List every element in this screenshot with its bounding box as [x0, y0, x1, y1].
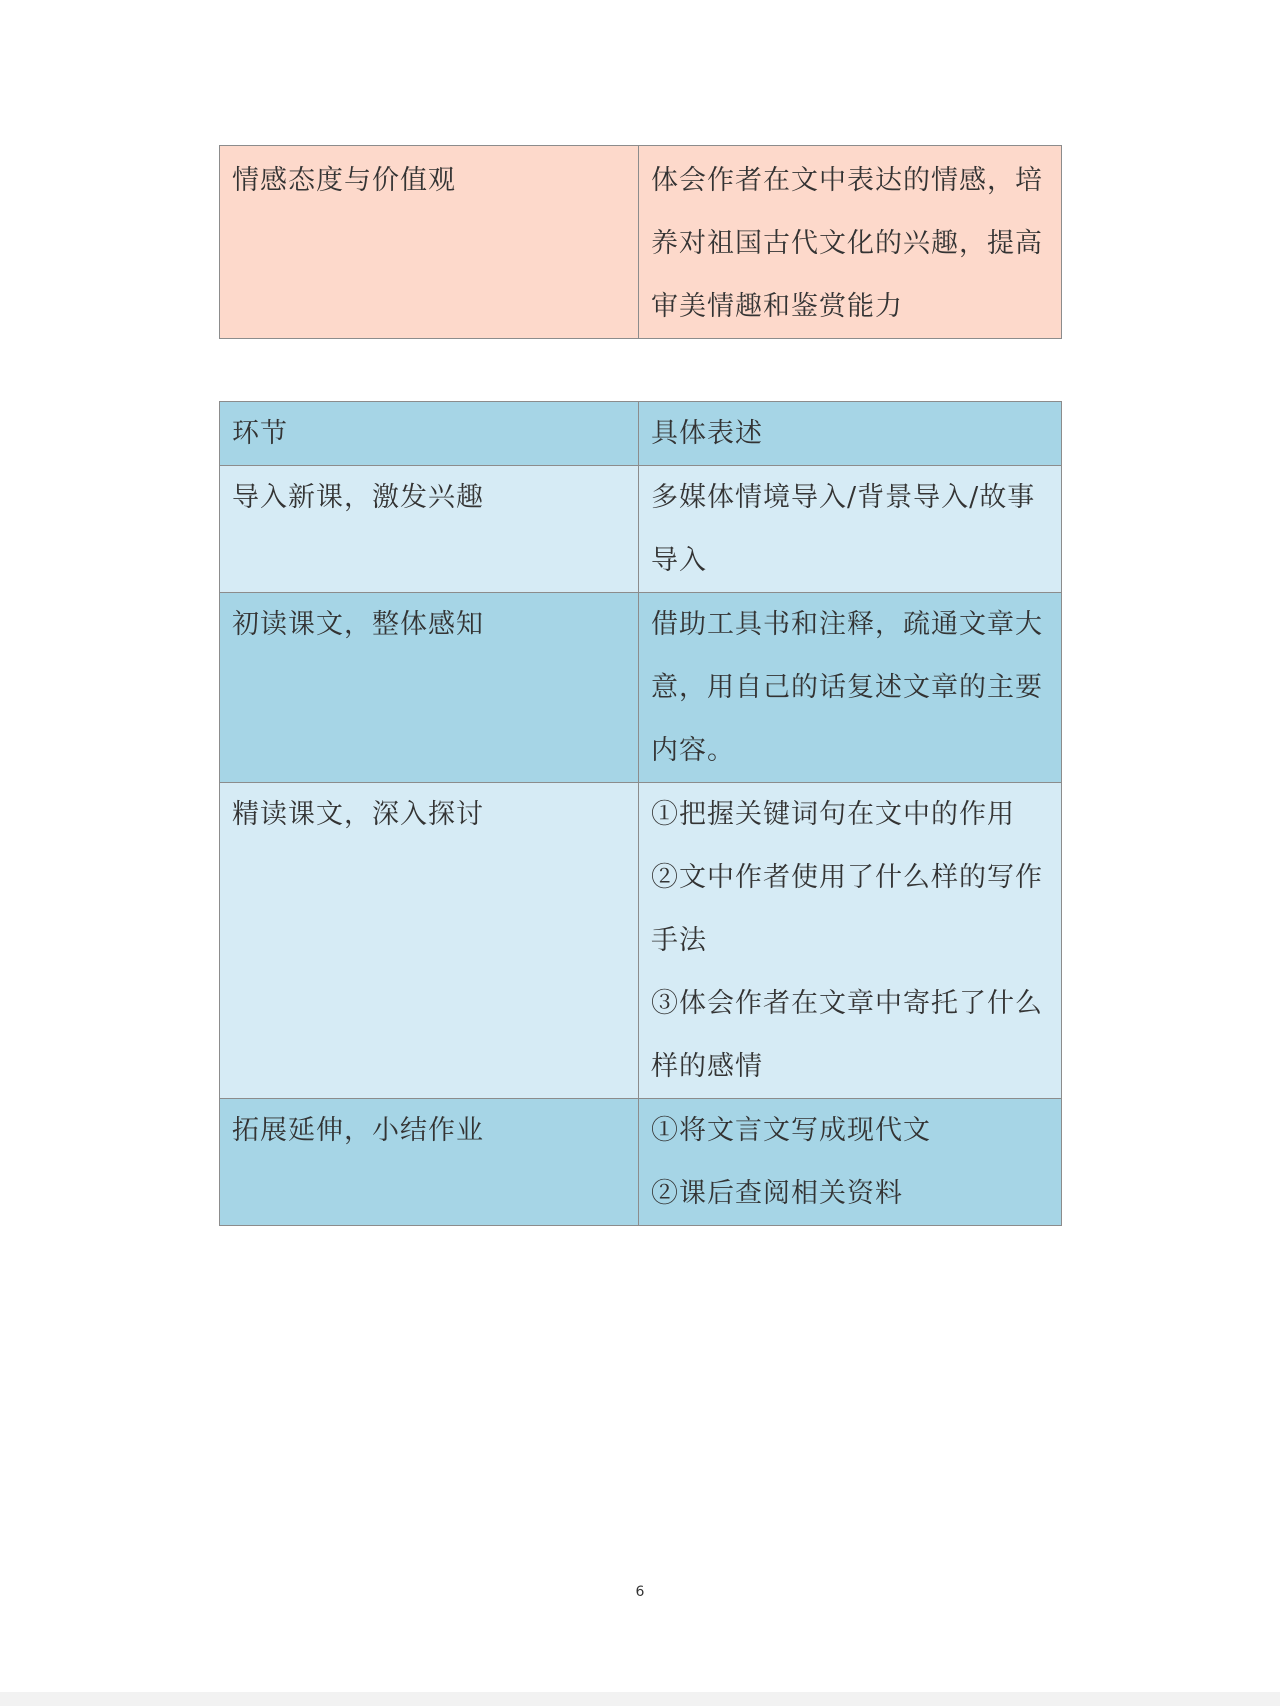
description-cell	[639, 783, 1062, 1099]
stage-cell: 初读课文，整体感知	[220, 593, 639, 783]
description-line: ①把握关键词句在文中的作用	[651, 799, 1015, 830]
table-row	[220, 466, 1062, 593]
goal-label-cell: 情感态度与价值观	[220, 146, 639, 339]
bottom-edge	[0, 1692, 1280, 1706]
goal-content-cell: 体会作者在文中表达的情感，培养对祖国古代文化的兴趣，提高审美情趣和鉴赏能力	[639, 146, 1062, 339]
stage-cell: 拓展延伸，小结作业	[220, 1099, 639, 1226]
description-cell	[639, 1099, 1062, 1226]
teaching-steps-table	[219, 401, 1062, 1226]
header-description-cell: 具体表述	[639, 402, 1062, 466]
description-line: 借助工具书和注释，疏通文章大意，用自己的话复述文章的主要内容。	[651, 609, 1043, 766]
page-number: 6	[635, 1584, 645, 1600]
description-line: ①将文言文写成现代文	[651, 1115, 931, 1146]
table-row	[220, 146, 1062, 339]
description-line: ③体会作者在文章中寄托了什么样的感情	[651, 988, 1043, 1082]
description-line: 多媒体情境导入/背景导入/故事导入	[651, 482, 1036, 576]
description-cell	[639, 466, 1062, 593]
table-header-row	[220, 402, 1062, 466]
stage-cell: 导入新课，激发兴趣	[220, 466, 639, 593]
header-stage-cell: 环节	[220, 402, 639, 466]
description-line: ②课后查阅相关资料	[651, 1178, 903, 1209]
table-row	[220, 783, 1062, 1099]
stage-cell: 精读课文，深入探讨	[220, 783, 639, 1099]
emotion-values-table	[219, 145, 1062, 339]
table-row	[220, 593, 1062, 783]
table-row	[220, 1099, 1062, 1226]
description-cell	[639, 593, 1062, 783]
description-line: ②文中作者使用了什么样的写作手法	[651, 862, 1043, 956]
